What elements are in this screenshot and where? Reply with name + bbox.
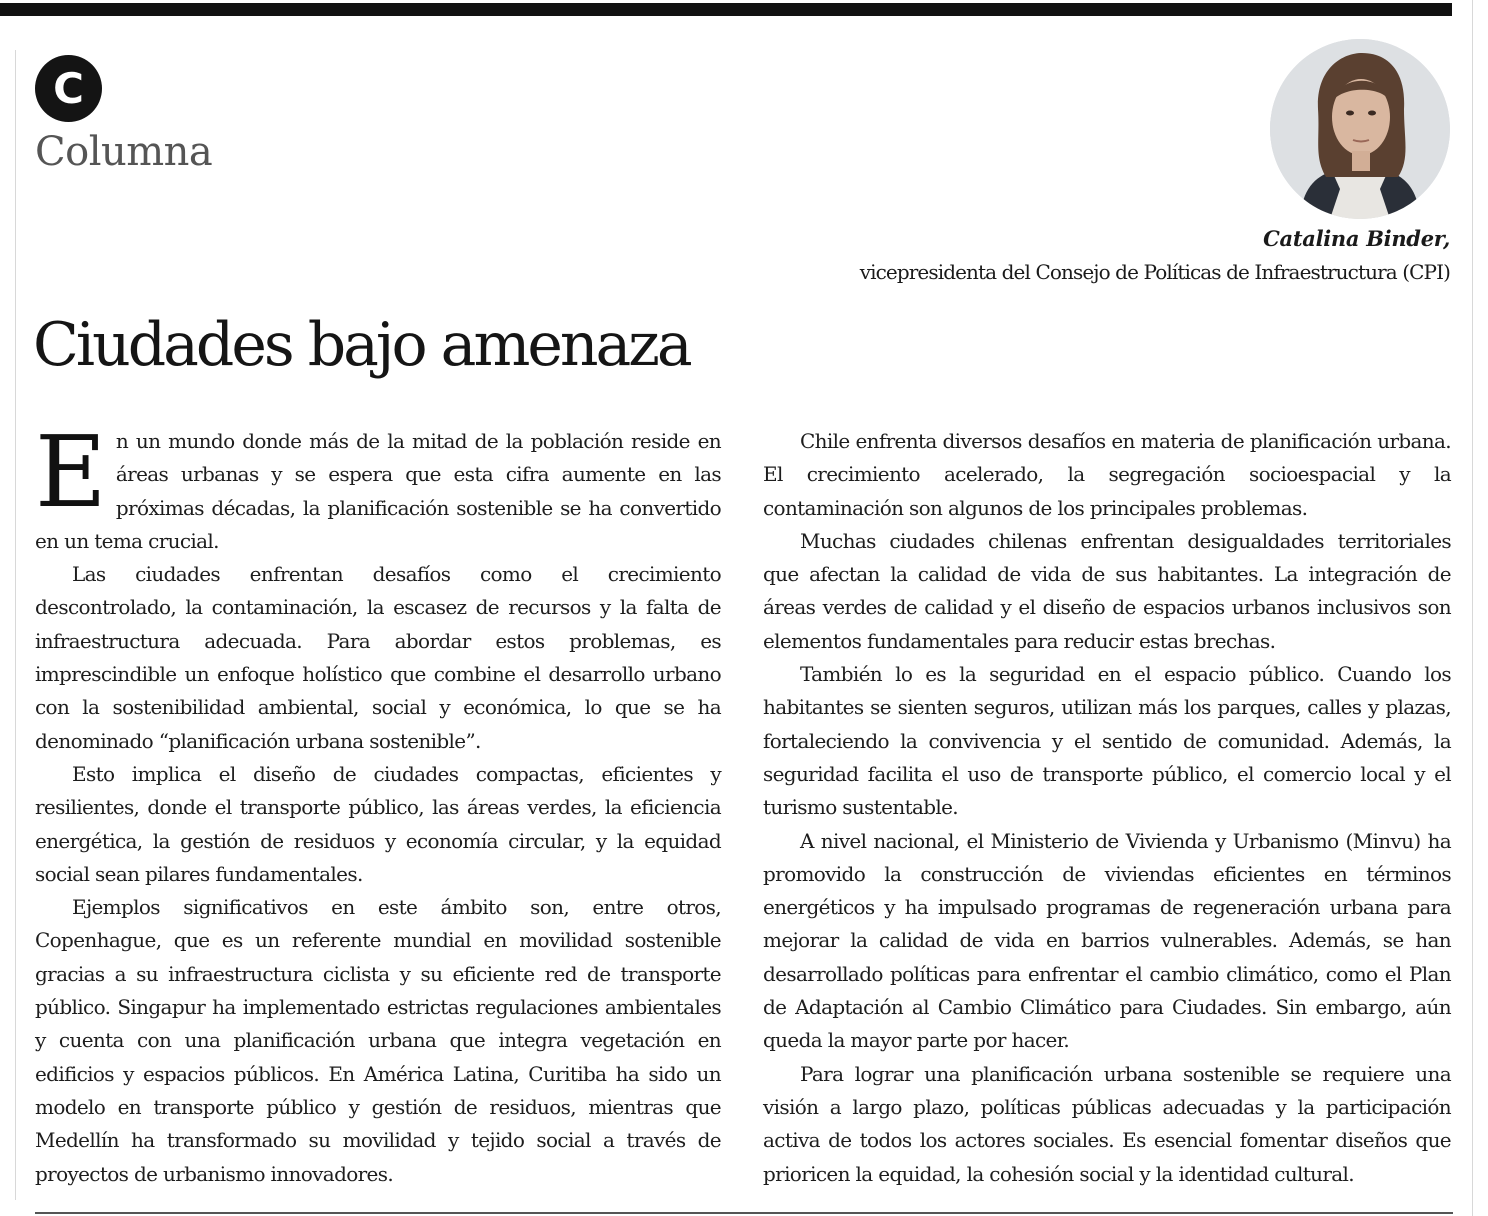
author-role: vicepresidenta del Consejo de Políticas de Infraestructura (CPI) (859, 260, 1450, 284)
bottom-rule (35, 1212, 1453, 1214)
article-paragraph: Las ciudades enfrentan desafíos como el crecimiento descontrolado, la contaminación, la escasez de recursos y la falta de infraestructura adecuada. Para abordar estos problemas, es imprescindible un enfoque holístico que combine el desarrollo urbano con la sostenibilidad ambiental, social y económica, lo que se ha denominado “planificación urbana sostenible”. (35, 562, 721, 753)
author-portrait-image (1270, 39, 1450, 219)
right-divider (1472, 0, 1473, 1216)
article-paragraph (35, 416, 721, 558)
article-paragraph: A nivel nacional, el Ministerio de Vivienda y Urbanismo (Minvu) ha promovido la construcción de viviendas eficientes en términos energéticos y ha impulsado programas de regeneración urbana para mejorar la calidad de vida en barrios vulnerables. Además, se han desarrollado políticas para enfrentar el cambio climático, como el Plan de Adaptación al Cambio Climático para Ciudades. Sin embargo, aún queda la mayor parte por hacer. (763, 828, 1451, 1053)
section-logo (35, 55, 102, 122)
article-paragraph: Para lograr una planificación urbana sostenible se requiere una visión a largo plazo, políticas públicas adecuadas y la participación activa de todos los actores sociales. Es esencial fomentar diseños que prioricen la equidad, la cohesión social y la identidad cultural. (763, 1061, 1451, 1186)
article-paragraph: Chile enfrenta diversos desafíos en materia de planificación urbana. El crecimiento acelerado, la segregación socioespacial y la contaminación son algunos de los principales problemas. (763, 429, 1451, 520)
article-paragraph: También lo es la seguridad en el espacio público. Cuando los habitantes se sienten seguros, utilizan más los parques, calles y plazas, fortaleciendo la convivencia y el sentido de comunidad. Además, la seguridad facilita el uso de transporte público, el comercio local y el turismo sustentable. (763, 662, 1451, 820)
drop-cap: E (35, 416, 106, 530)
left-divider (15, 50, 16, 1200)
section-logo-letter: C (53, 64, 84, 113)
article-paragraph: Esto implica el diseño de ciudades compactas, eficientes y resilientes, donde el transporte público, las áreas verdes, la eficiencia energética, la gestión de residuos y economía circular, y la equidad social sean pilares fundamentales. (35, 761, 721, 886)
article-column-left (35, 416, 721, 1191)
author-name: Catalina Binder, (1263, 226, 1450, 251)
paragraph-text: n un mundo donde más de la mitad de la población reside en áreas urbanas y se espera que esta cifra aumente en las próximas décadas, la planificación sostenible se ha convertido en un tema crucial. (35, 429, 721, 553)
article-column-right (763, 425, 1451, 1191)
section-label: Columna (35, 129, 213, 175)
headline: Ciudades bajo amenaza (33, 310, 690, 380)
top-rule (0, 3, 1452, 16)
article-paragraph: Ejemplos significativos en este ámbito son, entre otros, Copenhague, que es un referente mundial en movilidad sostenible gracias a su infraestructura ciclista y su eficiente red de transporte público. Singapur ha implementado estrictas regulaciones ambientales y cuenta con una planificación urbana que integra vegetación en edificios y espacios públicos. En América Latina, Curitiba ha sido un modelo en transporte público y gestión de residuos, mientras que Medellín ha transformado su movilidad y tejido social a través de proyectos de urbanismo innovadores. (35, 895, 721, 1186)
author-photo (1270, 39, 1450, 219)
article-paragraph: Muchas ciudades chilenas enfrentan desigualdades territoriales que afectan la calidad de vida de sus habitantes. La integración de áreas verdes de calidad y el diseño de espacios urbanos inclusivos son elementos fundamentales para reducir estas brechas. (763, 528, 1451, 653)
